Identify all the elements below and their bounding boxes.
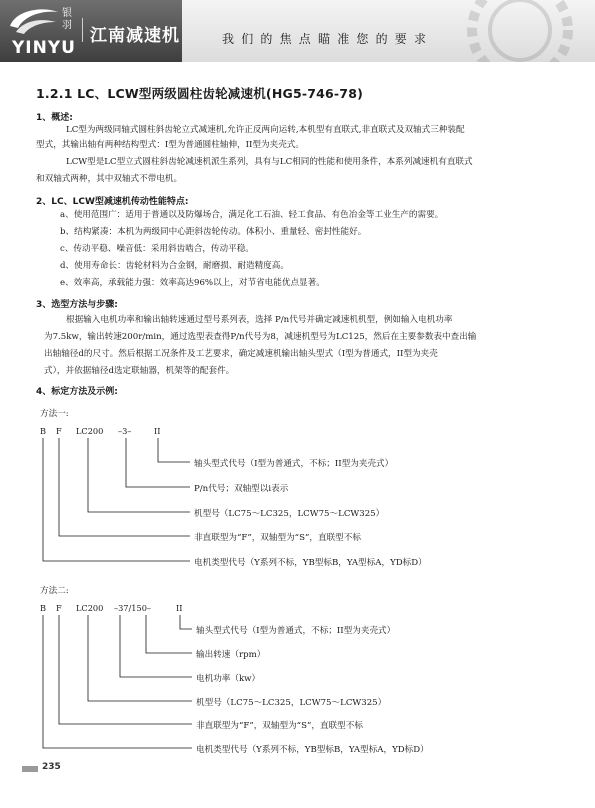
method1-label-pn: P/n代号；双轴型以i表示 xyxy=(194,484,289,494)
method2-line-shaft xyxy=(180,615,192,629)
selection-line3: 出轴轴径d的尺寸。然后根据工况条件及工艺要求，确定减速机输出轴头型式（I型为普通式，II型为夹壳 xyxy=(44,349,438,359)
method2-label-speed: 输出转速（rpm） xyxy=(196,650,266,660)
method1-label-mount: 非直联型为“F”，双轴型为“S”，直联型不标 xyxy=(194,533,361,543)
brand-name: 江南减速机 xyxy=(90,26,180,46)
method2-line-model xyxy=(88,615,192,701)
method1-label-motor: 电机类型代号（Y系列不标，YB型标B，YA型标A，YD标D） xyxy=(194,558,427,568)
method1-label-model: 机型号（LC75～LC325，LCW75～LCW325） xyxy=(194,509,385,519)
method2-code-pn: –37/150– xyxy=(114,603,151,613)
method1-label-shaft: 轴头型式代号（I型为普通式，不标；II型为夹壳式） xyxy=(194,459,394,469)
method2-line-power xyxy=(120,615,192,677)
overview-p1-line2: 型式，其输出轴有两种结构型式：I型为普通圆柱轴伸，II型为夹壳式。 xyxy=(36,140,304,150)
footer-bar xyxy=(22,766,38,772)
feature-c: c、传动平稳、噪音低：采用斜齿啮合，传动平稳。 xyxy=(60,244,254,254)
method1-line-motor xyxy=(43,438,190,561)
method1-line-model xyxy=(88,438,190,512)
feature-e: e、效率高，承载能力强：效率高达96%以上，对节省电能优点显著。 xyxy=(60,278,325,288)
method2-label-shaft: 轴头型式代号（I型为普通式，不标；II型为夹壳式） xyxy=(196,626,396,636)
method1-code-model: LC200 xyxy=(76,426,104,436)
method2-line-motor xyxy=(43,615,192,748)
method2-label-power: 电机功率（kw） xyxy=(196,674,261,684)
header-slogan: 我们的焦点瞄准您的要求 xyxy=(222,32,434,46)
overview-p2-line2: 和双轴式两种，其中双轴式不带电机。 xyxy=(36,174,183,184)
method1-line-shaft xyxy=(158,438,190,462)
method1-code-pn: –3– xyxy=(118,426,132,436)
heading-selection: 3、选型方法与步骤: xyxy=(36,300,118,310)
method2-label-motor: 电机类型代号（Y系列不标，YB型标B，YA型标A，YD标D） xyxy=(196,745,429,755)
method2-code-b: B xyxy=(40,603,47,613)
method2-label-model: 机型号（LC75～LC325，LCW75～LCW325） xyxy=(196,698,387,708)
method2-code-f: F xyxy=(56,603,62,613)
method2-line-mount xyxy=(59,615,192,724)
selection-line2: 为7.5kw，输出转速200r/min，通过选型表查得P/n代号为8，减速机型号为LC125，然后在主要参数表中查出输 xyxy=(44,332,477,342)
logo-text: YINYU xyxy=(12,38,76,58)
heading-overview: 1、概述: xyxy=(36,113,73,123)
method2-line-speed xyxy=(146,615,192,653)
method2-code-shaft: II xyxy=(176,603,183,613)
selection-line4: 式），并依据轴径d选定联轴器，机架等的配套件。 xyxy=(44,366,235,376)
method1-code-f: F xyxy=(56,426,62,436)
feature-d: d、使用寿命长：齿轮材料为合金钢，耐磨损、耐造精度高。 xyxy=(60,261,289,271)
overview-p2-line1: LCW型是LC型立式圆柱斜齿轮减速机派生系列，具有与LC相同的性能和使用条件，本系列减速机有直联式 xyxy=(66,157,473,167)
method1-code-shaft: II xyxy=(154,426,161,436)
page-number: 235 xyxy=(42,762,61,772)
overview-p1-line1: LC型为两级同轴式圆柱斜齿轮立式减速机,允许正反两向运转,本机型有直联式,非直联式及双轴式三种装配 xyxy=(66,125,465,135)
heading-features: 2、LC、LCW型减速机传动性能特点: xyxy=(36,197,189,207)
feature-a: a、使用范围广：适用于普通以及防爆场合，满足化工石油、轻工食品、有色冶金等工业生产的需要。 xyxy=(60,210,444,220)
section-title: 1.2.1 LC、LCW型两级圆柱齿轮减速机(HG5-746-78) xyxy=(36,86,364,101)
method2-code-model: LC200 xyxy=(76,603,104,613)
feature-b: b、结构紧凑：本机为两级同中心距斜齿轮传动。体积小、重量轻、密封性能好。 xyxy=(60,227,367,237)
method2-title: 方法二: xyxy=(40,586,69,596)
selection-line1: 根据输入电机功率和输出轴转速通过型号系列表，选择 P/n代号并确定减速机机型，例如输入电机功率 xyxy=(66,315,453,325)
method1-code-b: B xyxy=(40,426,47,436)
heading-designation: 4、标定方法及示例: xyxy=(36,387,118,397)
method2-label-mount: 非直联型为“F”，双轴型为“S”，直联型不标 xyxy=(196,721,363,731)
logo-chinese: 银羽 xyxy=(62,8,72,31)
method1-title: 方法一: xyxy=(40,409,69,419)
